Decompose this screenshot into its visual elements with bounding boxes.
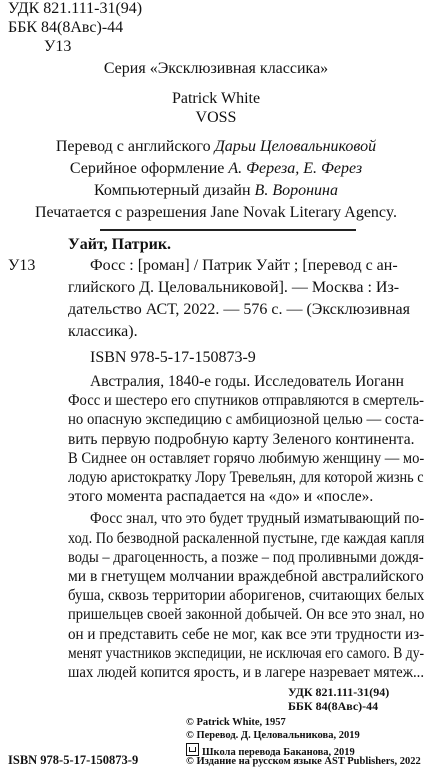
bbk-code: ББК 84(8Авс)-44 bbox=[8, 19, 124, 36]
annotation-line: пришельцев своей законной добычей. Он все это знал, но bbox=[68, 606, 425, 624]
catalog-entry-line: дательство АСТ, 2022. — 576 с. — (Эксклюзивная bbox=[68, 301, 410, 318]
school-logo-icon bbox=[186, 743, 199, 756]
copyright-edition-text: © Издание на русском языке AST Publishers, 2022 bbox=[186, 756, 421, 768]
catalog-entry-line: глийского Д. Целовальниковой]. — Москва : Из- bbox=[68, 279, 400, 296]
computer-design-prefix: Компьютерный дизайн bbox=[94, 182, 255, 199]
footer-udk: УДК 821.111-31(94) bbox=[288, 685, 390, 700]
annotation-line: ми в гнетущем молчании враждебной австралийского bbox=[68, 568, 424, 585]
annotation-line: Фосс и шестеро его спутников отправляются в смертель- bbox=[68, 392, 425, 410]
series-design-prefix: Серийное оформление bbox=[69, 160, 229, 177]
author-code: У13 bbox=[44, 38, 72, 55]
original-author: Patrick White bbox=[171, 90, 261, 107]
catalog-author-heading: Уайт, Патрик. bbox=[68, 236, 172, 253]
copyright-translation bbox=[186, 730, 360, 741]
annotation-line: Фосс знал, что это будет трудный изматывающий по- bbox=[90, 510, 425, 528]
annotation-line: В Сиднее он оставляет горячо любимую женщину — мо- bbox=[68, 449, 425, 467]
catalog-entry-line: классика). bbox=[68, 323, 138, 340]
catalog-isbn: ISBN 978-5-17-150873-9 bbox=[90, 349, 256, 366]
annotation-line: буша, сквозь территории аборигенов, считающих белых bbox=[68, 587, 425, 605]
annotation-line: менят участников экспедиции, не исключая его самого. В ду- bbox=[68, 644, 425, 662]
udk-code: УДК 821.111-31(94) bbox=[8, 0, 143, 17]
annotation-line: этого момента распадается на «до» и «после». bbox=[68, 488, 374, 506]
computer-designer: В. Воронина bbox=[254, 182, 338, 199]
series-designers: А. Фереза, Е. Ферез bbox=[228, 160, 363, 177]
series-title: Серия «Эксклюзивная классика» bbox=[103, 60, 329, 77]
annotation-line: шах людей копится ярость, и в лагере назревает мятеж... bbox=[68, 664, 425, 681]
annotation-line: ход. По безводной раскаленной пустыне, где каждая капля bbox=[68, 529, 425, 547]
translation-prefix: Перевод с английского bbox=[55, 138, 215, 155]
translator-name: Дарьи Целовальниковой bbox=[214, 138, 377, 155]
annotation-line: он и представить себе не мог, как все эти трудности из- bbox=[68, 625, 425, 643]
annotation-line: воды – драгоценность, а позже – под проливными дождя- bbox=[68, 548, 424, 566]
catalog-entry-line: Фосс : [роман] / Патрик Уайт ; [перевод с ан- bbox=[90, 257, 398, 274]
annotation-line: но опасную экспедицию с амбициозной целью — соста- bbox=[68, 411, 424, 429]
permission-note: Печатается с разрешения Jane Novak Literary Agency. bbox=[34, 204, 397, 221]
copyright-author bbox=[186, 717, 286, 728]
annotation-line: Австралия, 1840-е годы. Исследователь Иоганн bbox=[90, 373, 404, 390]
footer-bbk: ББК 84(8Авс)-44 bbox=[288, 699, 379, 714]
catalog-code: У13 bbox=[8, 257, 36, 274]
copyright-author-text: © Patrick White, 1957 bbox=[186, 717, 286, 729]
annotation-line: вить первую подробную карту Зеленого континента. bbox=[68, 430, 415, 448]
copyright-edition bbox=[186, 756, 421, 767]
copyright-translation-text: © Перевод. Д. Целовальникова, 2019 bbox=[186, 730, 360, 742]
original-title: VOSS bbox=[195, 109, 237, 126]
copyright-school-text: Школа перевода Баканова, 2019 bbox=[202, 747, 355, 759]
footer-isbn: ISBN 978-5-17-150873-9 bbox=[8, 753, 139, 768]
annotation-line: лодую аристократку Лору Тревельян, для которой жизнь с bbox=[68, 469, 424, 486]
